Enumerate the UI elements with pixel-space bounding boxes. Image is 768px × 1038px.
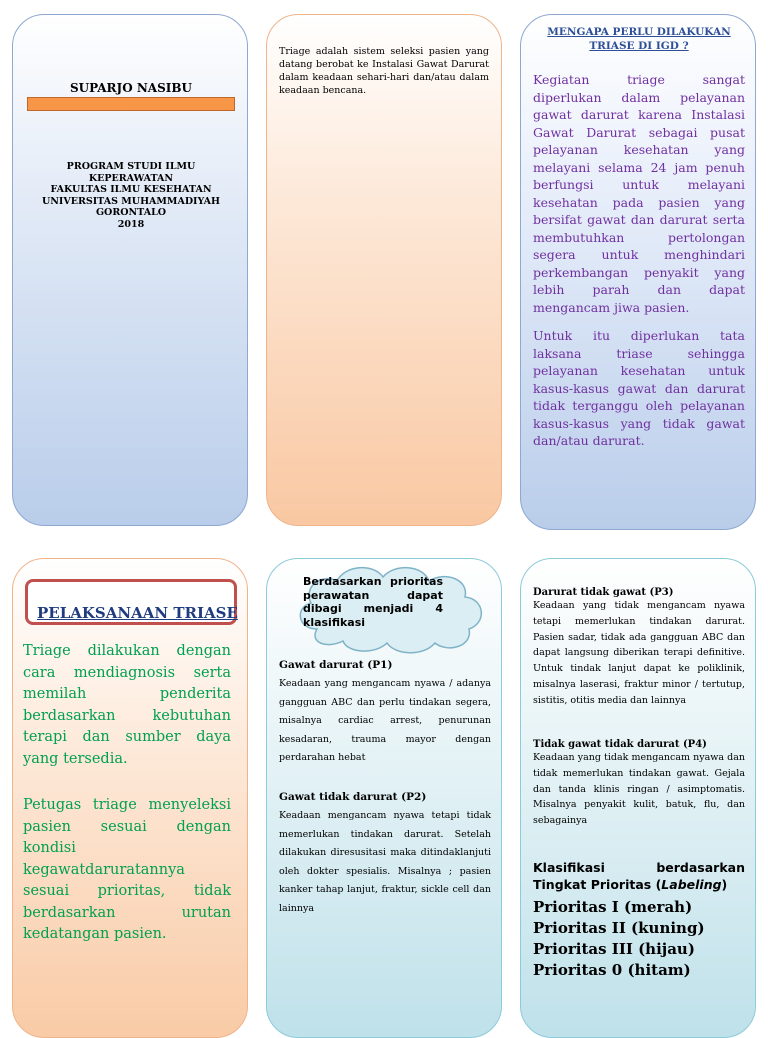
implementation-panel xyxy=(12,558,248,1038)
institution-block xyxy=(23,161,239,230)
implementation-heading: PELAKSANAAN TRIASE xyxy=(37,604,238,622)
labeling-word: Labeling xyxy=(661,877,722,892)
inst-line: 2018 xyxy=(117,218,145,230)
labeling-intro xyxy=(533,859,745,893)
p4-block xyxy=(533,739,745,829)
cloud-text: Berdasarkan prioritas perawatan dapat dibagi menjadi 4 klasifikasi xyxy=(303,575,443,629)
author-name: SUPARJO NASIBU xyxy=(69,81,193,95)
inst-line: GORONTALO xyxy=(95,207,167,218)
inst-line: UNIVERSITAS MUHAMMADIYAH xyxy=(41,195,221,207)
labeling-end: ) xyxy=(721,877,728,892)
p3-block xyxy=(533,587,745,709)
inst-line: KEPERAWATAN xyxy=(88,172,174,184)
p1-block xyxy=(279,659,491,768)
orange-divider-bar xyxy=(27,97,235,111)
p1-text: Keadaan yang mengancam nyawa / adanya gangguan ABC dan perlu tindakan segera, misalnya cardiac arrest, penurunan kesadaran, trauma mayor dengan perdarahan hebat xyxy=(279,678,491,763)
triage-definition: Triage adalah sistem seleksi pasien yang datang berobat ke Instalasi Gawat Darurat dalam keadaan sehari-hari dan/atau dalam keadaan bencana. xyxy=(279,46,489,96)
p3-text: Keadaan yang tidak mengancam nyawa tetapi memerlukan tindakan darurat. Pasien sadar, tidak ada gangguan ABC dan dapat langsung diberikan terapi definitive. Untuk tindak lanjut dapat ke poliklinik, misalnya laserasi, fraktur minor / tertutup, sistitis, otitis media dan lainnya xyxy=(533,600,745,706)
why-panel xyxy=(520,14,756,530)
classification-panel-1 xyxy=(266,558,502,1038)
p4-title: Tidak gawat tidak darurat (P4) xyxy=(533,739,707,750)
p2-text: Keadaan mengancam nyawa tetapi tidak memerlukan tindakan darurat. Setelah dilakukan diresusitasi maka ditindaklanjuti oleh dokter spesialis. Misalnya ; pasien kanker tahap lanjut, fraktur, sickle cell dan lainnya xyxy=(279,810,491,914)
why-paragraph-1: Kegiatan triage sangat diperlukan dalam pelayanan gawat darurat karena Instalasi Gawat Darurat sebagai pusat pelayanan kesehatan yang melayani selama 24 jam penuh berfungsi untuk melayani kesehatan pada pasien yang bersifat gawat dan darurat serta membutuhkan pertolongan segera untuk menghindari perkembangan penyakit yang lebih parah dan dapat mengancam jiwa pasien. xyxy=(533,72,745,315)
implementation-paragraph-2: Petugas triage menyeleksi pasien sesuai dengan kondisi kegawatdaruratannya sesuai prioritas, tidak berdasarkan urutan kedatangan pasien. xyxy=(23,797,231,942)
p3-title: Darurat tidak gawat (P3) xyxy=(533,587,674,598)
p1-title: Gawat darurat (P1) xyxy=(279,659,393,671)
p2-title: Gawat tidak darurat (P2) xyxy=(279,791,427,803)
definition-panel xyxy=(266,14,502,526)
inst-line: FAKULTAS ILMU KESEHATAN xyxy=(50,184,212,195)
why-title: MENGAPA PERLU DILAKUKAN TRIASE DI IGD ? xyxy=(547,26,731,52)
cover-panel xyxy=(12,14,248,526)
classification-panel-2 xyxy=(520,558,756,1038)
p2-block xyxy=(279,791,491,918)
implementation-paragraph-1: Triage dilakukan dengan cara mendiagnosis serta memilah penderita berdasarkan kebutuhan terapi dan sumber daya yang tersedia. xyxy=(23,643,231,767)
priority-item-red: Prioritas I (merah) xyxy=(533,898,693,916)
priority-item-black: Prioritas 0 (hitam) xyxy=(533,961,691,979)
priority-item-yellow: Prioritas II (kuning) xyxy=(533,919,705,937)
why-paragraph-2: Untuk itu diperlukan tata laksana triase sehingga pelayanan kesehatan untuk kasus-kasus gawat dan darurat tidak terganggu oleh pelayanan kasus-kasus yang tidak gawat dan/atau darurat. xyxy=(533,328,745,448)
inst-line: PROGRAM STUDI ILMU xyxy=(66,161,196,172)
priority-list xyxy=(533,897,745,981)
labeling-intro-text: Klasifikasi berdasarkan Tingkat Prioritas ( xyxy=(533,860,745,892)
p4-text: Keadaan yang tidak mengancam nyawa dan tidak memerlukan tindakan gawat. Gejala dan tanda klinis ringan / asimptomatis. Misalnya penyakit kulit, batuk, flu, dan sebagainya xyxy=(533,752,745,827)
priority-item-green: Prioritas III (hijau) xyxy=(533,940,695,958)
